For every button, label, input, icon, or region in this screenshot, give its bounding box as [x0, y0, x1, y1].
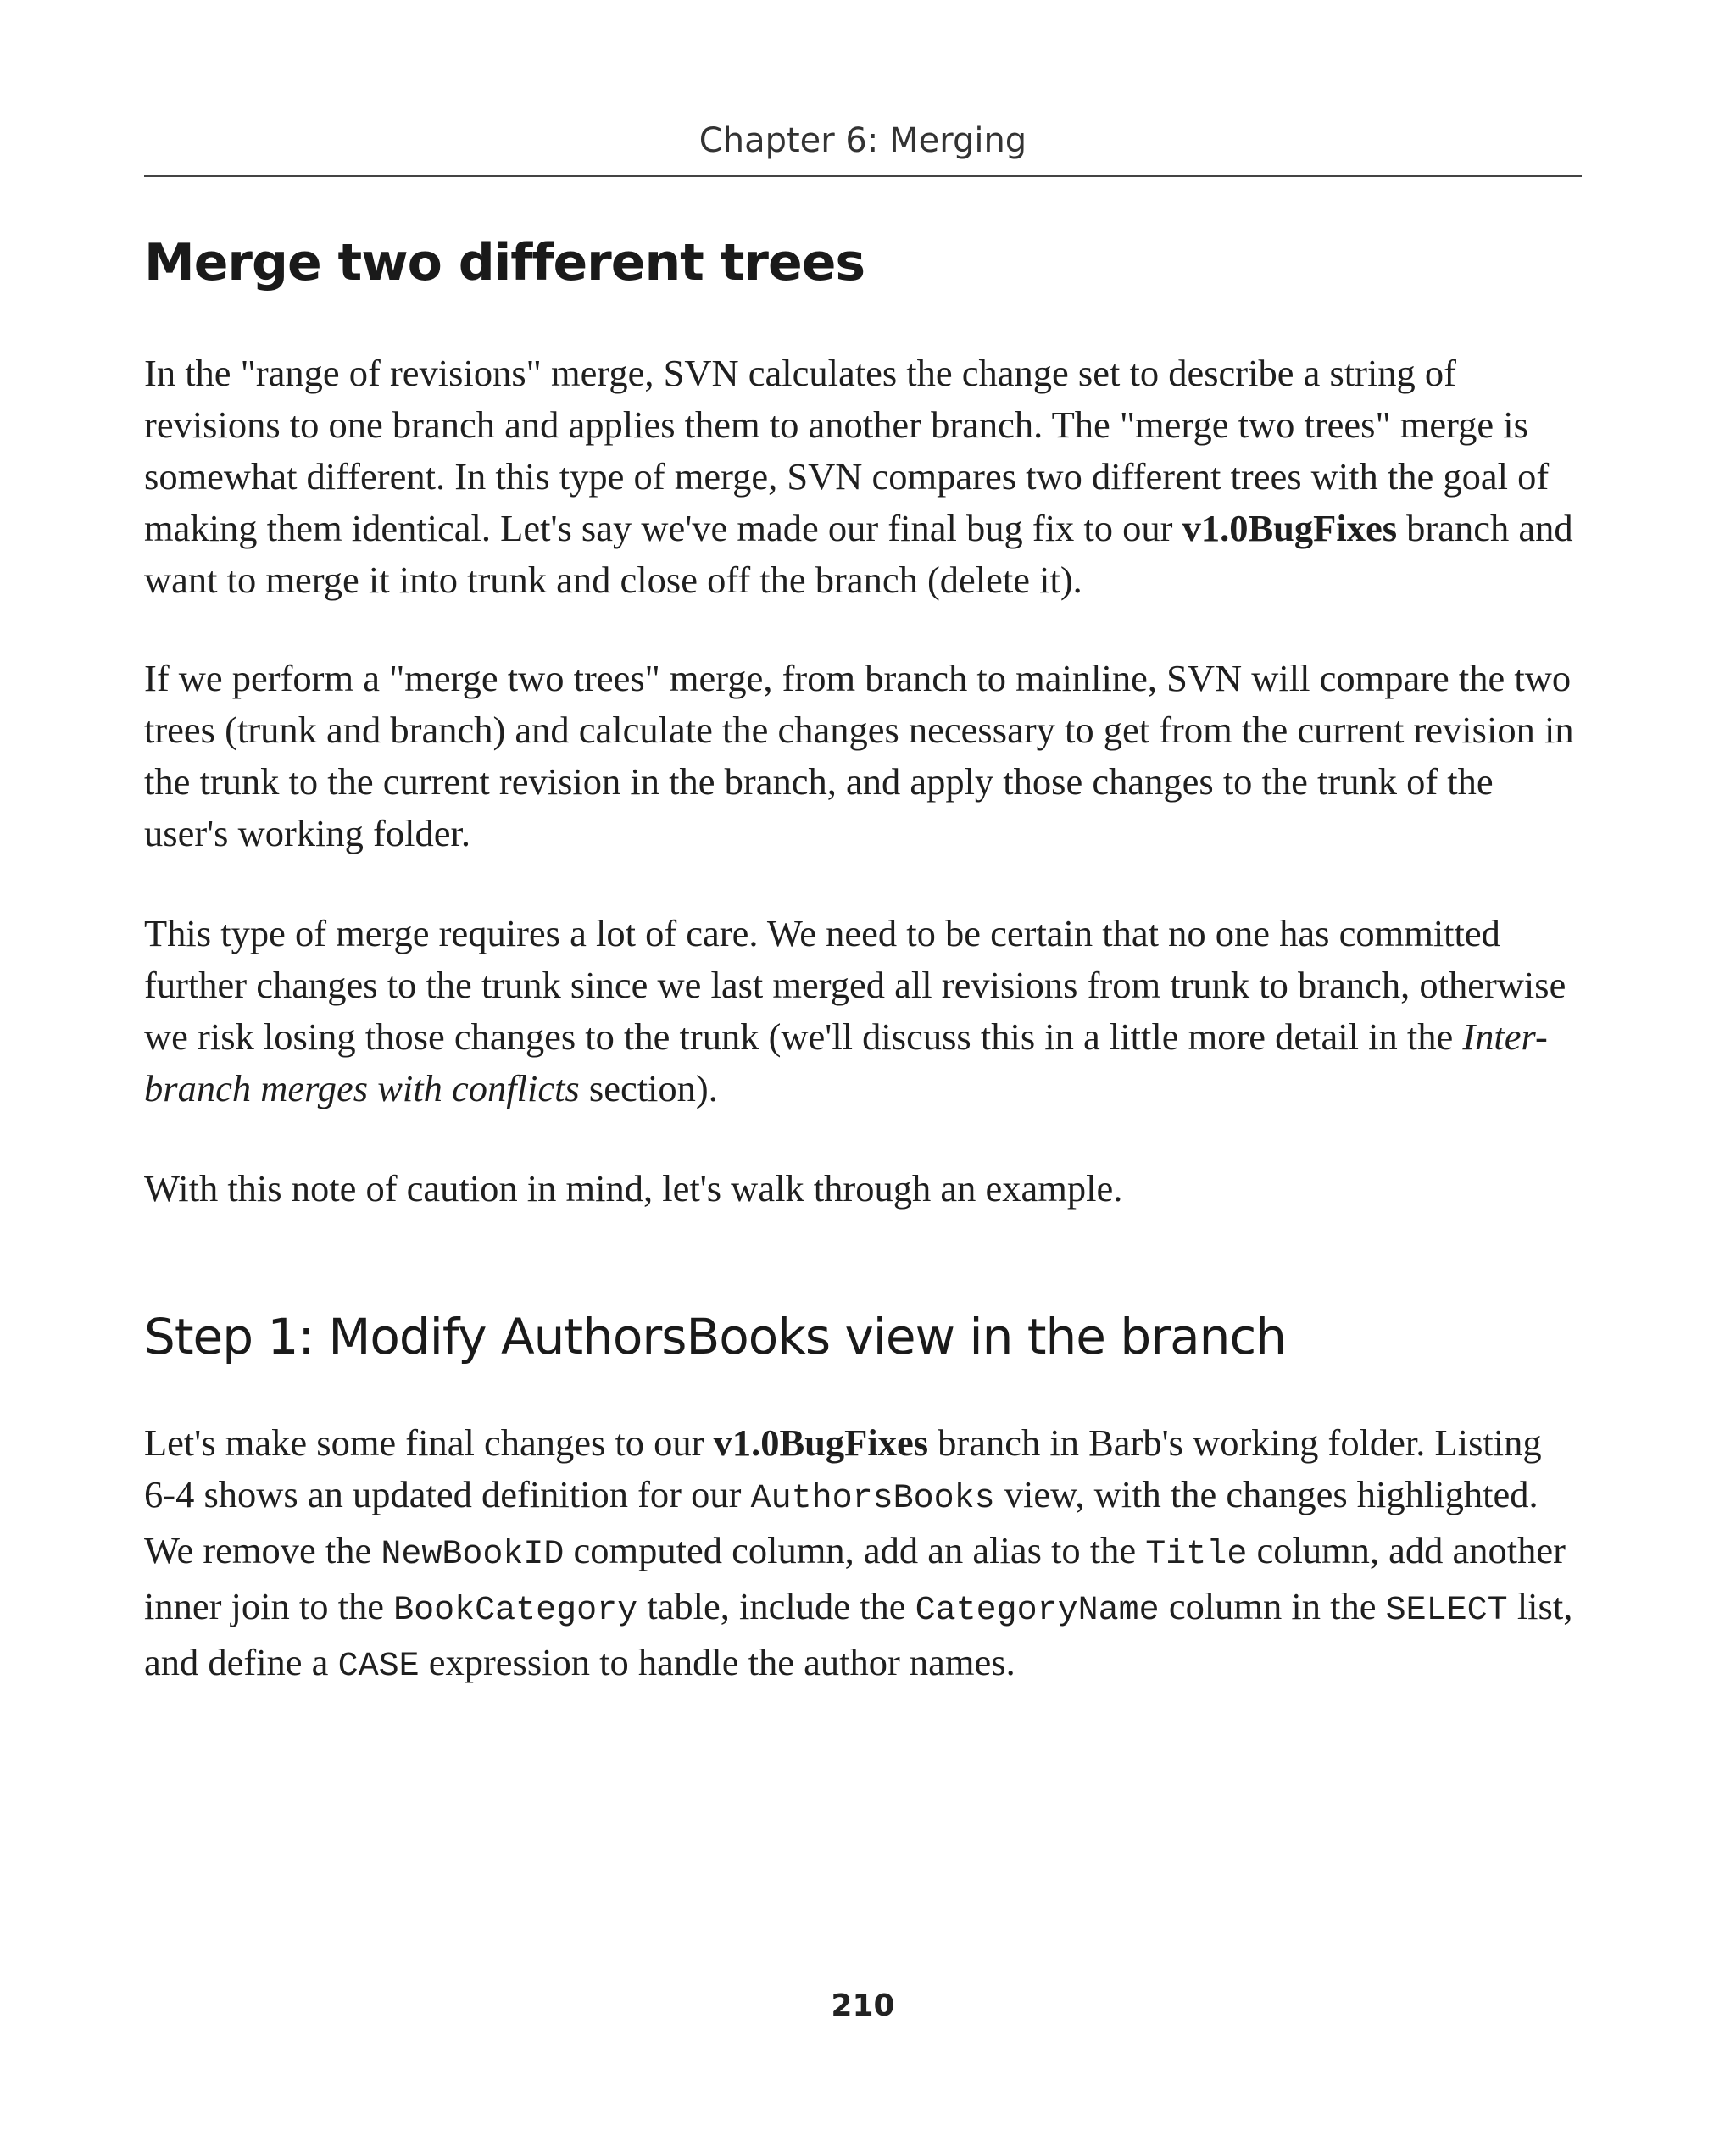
step-paragraph — [144, 1417, 1582, 1693]
paragraph-text: column in the — [1159, 1585, 1386, 1627]
step-title: Step 1: Modify AuthorsBooks view in the branch — [144, 1308, 1287, 1365]
paragraph-text: branch in Barb's working folder. Listing 6-4 shows an updated definition for our — [144, 1421, 1542, 1515]
header-rule — [144, 175, 1582, 177]
paragraph-text: This type of merge requires a lot of care. We need to be certain that no one has committed further changes to the trunk since we last merged all revisions from trunk to branch, otherwise we risk losing those changes to the trunk (we'll discuss this in a little more detail in the — [144, 912, 1566, 1058]
paragraph-text: computed column, add an alias to the — [564, 1529, 1146, 1571]
branch-name: v1.0BugFixes — [1182, 507, 1398, 549]
page-number: 210 — [831, 1988, 895, 2023]
paragraph-2 — [144, 653, 1582, 859]
code-identifier: BookCategory — [393, 1592, 638, 1630]
chapter-header: Chapter 6: Merging — [698, 121, 1027, 160]
code-identifier: CASE — [337, 1648, 420, 1686]
paragraph-text: view, with the changes highlighted. We remove the — [144, 1473, 1538, 1571]
paragraph-3 — [144, 908, 1582, 1115]
paragraph-text: table, include the — [637, 1585, 915, 1627]
paragraph-text: section). — [579, 1067, 718, 1109]
code-identifier: CategoryName — [915, 1592, 1160, 1630]
code-identifier: NewBookID — [381, 1536, 565, 1574]
branch-name: v1.0BugFixes — [713, 1421, 929, 1464]
section-title: Merge two different trees — [144, 233, 865, 292]
paragraph-text: expression to handle the author names. — [419, 1641, 1015, 1683]
book-page — [144, 0, 1582, 2141]
code-identifier: AuthorsBooks — [750, 1480, 995, 1518]
paragraph-text: In the "range of revisions" merge, SVN calculates the change set to describe a string of revisions to one branch and applies them to another branch. The "merge two trees" merge is somewhat different. In this type of merge, SVN compares two different trees with the goal of making them identical. Let's say we've made our final bug fix to our — [144, 352, 1550, 549]
paragraph-text: branch and want to merge it into trunk and close off the branch (delete it). — [144, 507, 1573, 601]
code-identifier: SELECT — [1385, 1592, 1508, 1630]
paragraph-text: list, and define a — [144, 1585, 1573, 1683]
paragraph-text: Let's make some final changes to our — [144, 1421, 714, 1464]
paragraph-text: If we perform a "merge two trees" merge, from branch to mainline, SVN will compare the two trees (trunk and branch) and calculate the changes necessary to get from the current revision in the trunk to the current revision in the branch, and apply those changes to the trunk of the user's working folder. — [144, 657, 1574, 854]
paragraph-4 — [144, 1163, 1582, 1215]
code-identifier: Title — [1145, 1536, 1248, 1574]
section-reference: Inter-branch merges with conflicts — [144, 1015, 1548, 1109]
paragraph-text: column, add another inner join to the — [144, 1529, 1566, 1627]
paragraph-1 — [144, 348, 1582, 606]
paragraph-text: With this note of caution in mind, let's walk through an example. — [144, 1167, 1123, 1210]
